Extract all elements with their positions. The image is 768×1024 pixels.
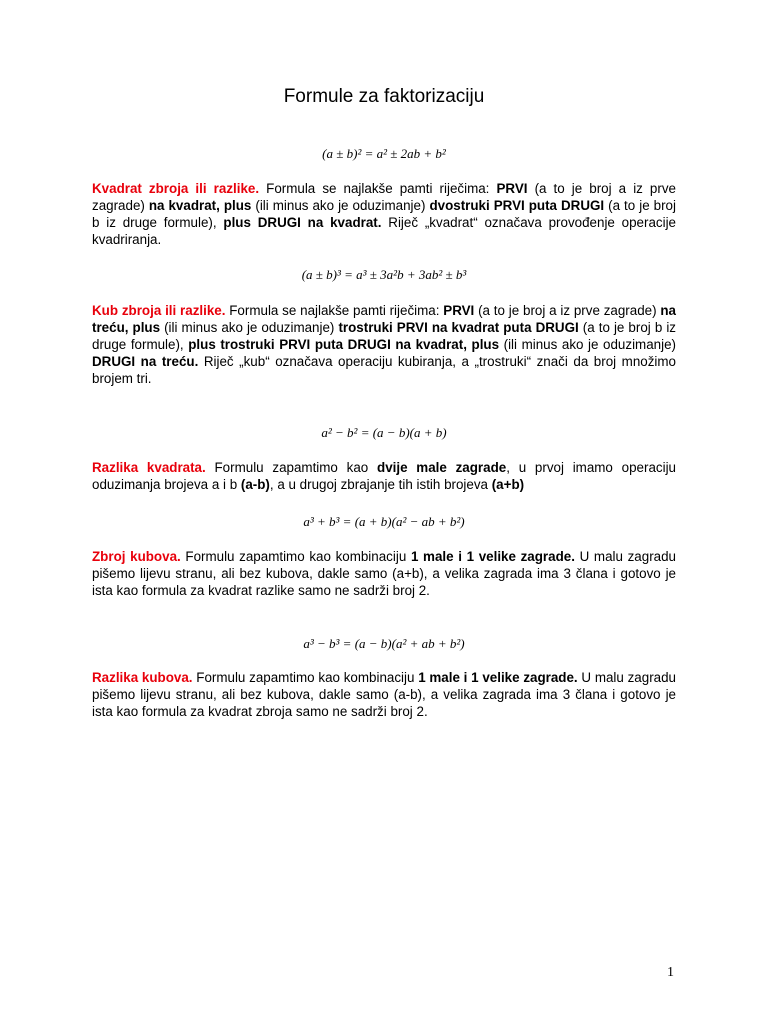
formula-cube-of-sum: (a ± b)³ = a³ ± 3a²b + 3ab² ± b³ <box>301 267 467 282</box>
paragraph-difference-of-squares: Razlika kvadrata. Formulu zapamtimo kao dvije male zagrade, u prvoj imamo operaciju oduzimanja brojeva a i b (a-b), a u drugoj zbrajanje tih istih brojeva (a+b) <box>92 460 676 492</box>
section-heading: Razlika kubova. <box>92 670 193 685</box>
paragraph-difference-of-cubes: Razlika kubova. Formulu zapamtimo kao kombinaciju 1 male i 1 velike zagrade. U malu zagradu pišemo lijevu stranu, ali bez kubova, dakle samo (a-b), a velika zagrada ima 3 člana i gotovo je ista kao formula za kvadrat zbroja samo ne sadrži broj 2. <box>92 670 677 719</box>
paragraph-sum-of-cubes: Zbroj kubova. Formulu zapamtimo kao kombinaciju 1 male i 1 velike zagrade. U malu zagradu pišemo lijevu stranu, ali bez kubova, dakle samo (a+b), a velika zagrada ima 3 člana i gotovo je ista kao formula za kvadrat razlike samo ne sadrži broj 2. <box>92 549 677 598</box>
page-number: 1 <box>667 965 674 980</box>
formula-square-of-sum: (a ± b)² = a² ± 2ab + b² <box>322 146 446 161</box>
section-heading: Kvadrat zbroja ili razlike. <box>92 181 260 196</box>
page-title: Formule za faktorizaciju <box>283 86 485 107</box>
section-heading: Razlika kvadrata. <box>92 460 206 475</box>
formula-difference-of-cubes: a³ − b³ = (a − b)(a² + ab + b²) <box>303 636 465 651</box>
formula-difference-of-squares: a² − b² = (a − b)(a + b) <box>321 425 447 440</box>
section-heading: Zbroj kubova. <box>92 549 181 564</box>
section-heading: Kub zbroja ili razlike. <box>92 303 226 318</box>
paragraph-cube-of-sum: Kub zbroja ili razlike. Formula se najlakše pamti riječima: PRVI (a to je broj a iz prve zagrade) na treću, plus (ili minus ako je oduzimanje) trostruki PRVI na kvadrat puta DRUGI (a to je broj b iz druge formule), plus trostruki PRVI puta DRUGI na kvadrat, plus (ili minus ako je oduzimanje) DRUGI na treću. Riječ „kub“ označava operaciju kubiranja, a „trostruki“ znači da broj množimo brojem tri. <box>92 303 676 386</box>
paragraph-square-of-sum: Kvadrat zbroja ili razlike. Formula se najlakše pamti riječima: PRVI (a to je broj a iz prve zagrade) na kvadrat, plus (ili minus ako je oduzimanje) dvostruki PRVI puta DRUGI (a to je broj b iz druge formule), plus DRUGI na kvadrat. Riječ „kvadrat“ označava provođenje operacije kvadriranja. <box>92 181 677 247</box>
formula-sum-of-cubes: a³ + b³ = (a + b)(a² − ab + b²) <box>303 514 465 529</box>
